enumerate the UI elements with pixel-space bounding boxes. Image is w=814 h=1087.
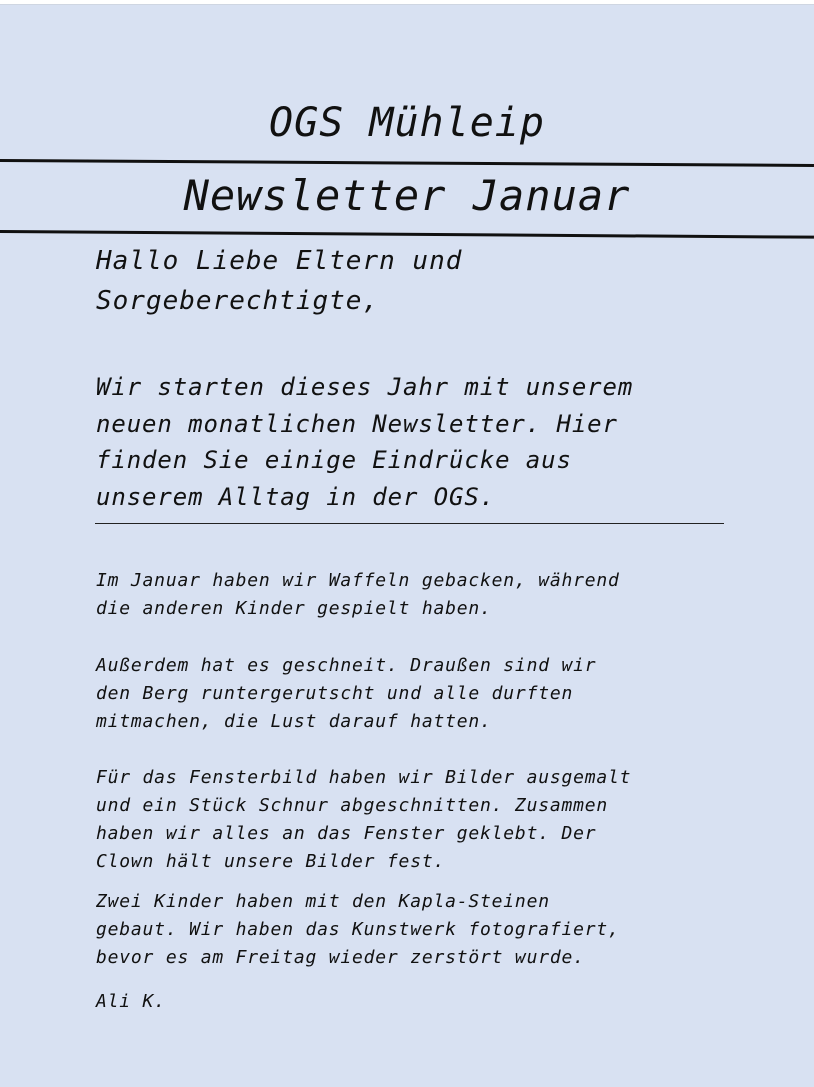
- greeting-text: Hallo Liebe Eltern und Sorgeberechtigte,: [96, 246, 463, 316]
- section-divider: [95, 523, 724, 524]
- newsletter-page: [0, 4, 814, 1087]
- paragraph-kapla: Zwei Kinder haben mit den Kapla-Steinen gebaut. Wir haben das Kunstwerk fotografiert, bevor es am Freitag wieder zerstört wurde.: [96, 891, 620, 968]
- title-divider-bottom: [0, 230, 814, 239]
- signature: Ali K.: [96, 991, 166, 1012]
- intro-text: Wir starten dieses Jahr mit unserem neuen monatlichen Newsletter. Hier finden Sie einige Eindrücke aus unserem Alltag in der OGS.: [96, 373, 634, 511]
- paragraph-window-picture: Für das Fensterbild haben wir Bilder ausgemalt und ein Stück Schnur abgeschnitten. Zusammen haben wir alles an das Fenster geklebt. Der Clown hält unsere Bilder fest.: [96, 767, 632, 872]
- page-title: OGS Mühleip: [269, 100, 545, 146]
- paragraph-waffles: Im Januar haben wir Waffeln gebacken, während die anderen Kinder gespielt haben.: [96, 570, 620, 619]
- paragraph-snow: Außerdem hat es geschneit. Draußen sind wir den Berg runtergerutscht und alle durften mitmachen, die Lust darauf hatten.: [96, 655, 597, 732]
- page-subtitle: Newsletter Januar: [183, 171, 631, 220]
- title-divider-top: [0, 159, 814, 167]
